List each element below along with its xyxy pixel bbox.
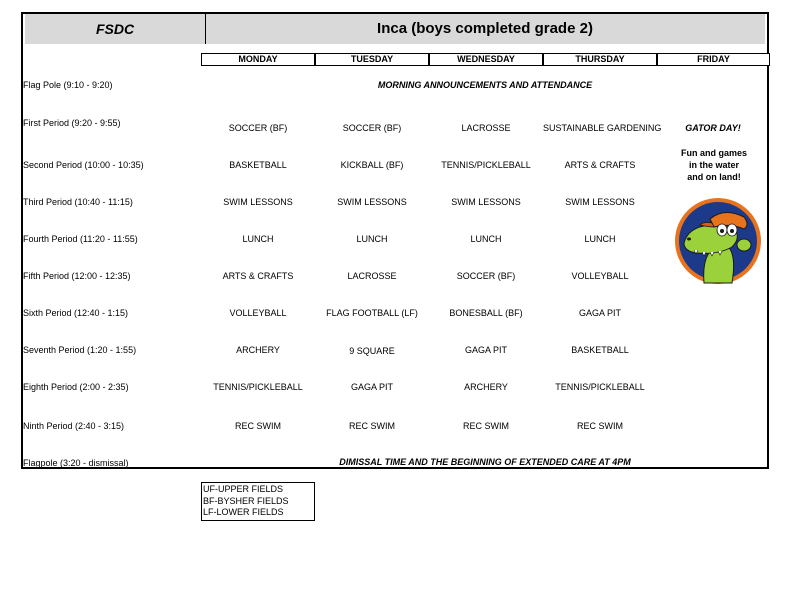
activity-cell: BASKETBALL: [229, 160, 287, 170]
morning-banner: MORNING ANNOUNCEMENTS AND ATTENDANCE: [377, 80, 593, 90]
legend-item: BF-BYSHER FIELDS: [203, 495, 289, 506]
activity-cell: ARTS & CRAFTS: [222, 271, 294, 281]
legend-item: UF-UPPER FIELDS: [203, 484, 284, 494]
activity-cell: KICKBALL (BF): [340, 160, 404, 170]
friday-title: GATOR DAY!: [685, 123, 741, 133]
activity-cell: REC SWIM: [577, 421, 623, 431]
friday-note-line: and on land!: [687, 172, 741, 182]
dismissal-banner: DIMISSAL TIME AND THE BEGINNING OF EXTENDED CARE AT 4PM: [339, 457, 631, 467]
activity-cell: SWIM LESSONS: [451, 197, 521, 207]
friday-note: [672, 147, 756, 183]
period-label: Fourth Period (11:20 - 11:55): [23, 234, 138, 244]
activity-cell: SWIM LESSONS: [337, 197, 407, 207]
activity-cell: LUNCH: [242, 234, 274, 244]
period-label: Third Period (10:40 - 11:15): [23, 197, 133, 207]
activity-cell: LUNCH: [356, 234, 388, 244]
activity-cell: SUSTAINABLE GARDENING: [543, 123, 662, 133]
activity-cell: SOCCER (BF): [228, 123, 288, 133]
activity-cell: BASKETBALL: [571, 345, 629, 355]
period-label: Ninth Period (2:40 - 3:15): [23, 421, 125, 431]
day-header-wednesday: WEDNESDAY: [429, 53, 543, 66]
legend-item: LF-LOWER FIELDS: [203, 507, 284, 517]
activity-cell: LUNCH: [584, 234, 616, 244]
day-header-thursday: THURSDAY: [543, 53, 657, 66]
period-label: Flagpole (3:20 - dismissal): [23, 458, 129, 468]
period-label: Flag Pole (9:10 - 9:20): [23, 80, 113, 90]
activity-cell: GAGA PIT: [350, 382, 393, 392]
friday-note-line: in the water: [688, 160, 739, 170]
activity-cell: VOLLEYBALL: [229, 308, 287, 318]
activity-cell: SWIM LESSONS: [565, 197, 635, 207]
activity-cell: ARCHERY: [464, 382, 508, 392]
field-legend: [201, 482, 315, 521]
period-label: Eighth Period (2:00 - 2:35): [23, 382, 129, 392]
activity-cell: GAGA PIT: [464, 345, 507, 355]
activity-cell: REC SWIM: [235, 421, 281, 431]
activity-cell: TENNIS/PICKLEBALL: [555, 382, 645, 392]
activity-cell: LACROSSE: [461, 123, 511, 133]
activity-cell: VOLLEYBALL: [571, 271, 629, 281]
period-label: First Period (9:20 - 9:55): [23, 118, 121, 128]
friday-note-line: Fun and games: [680, 148, 747, 158]
activity-cell: 9 SQUARE: [349, 346, 395, 356]
activity-cell: TENNIS/PICKLEBALL: [213, 382, 303, 392]
gator-mascot-icon: [674, 197, 762, 285]
activity-cell: FLAG FOOTBALL (LF): [326, 308, 418, 318]
period-label: Fifth Period (12:00 - 12:35): [23, 271, 131, 281]
brand-label: FSDC: [95, 21, 135, 37]
activity-cell: REC SWIM: [349, 421, 395, 431]
activity-cell: SOCCER (BF): [456, 271, 516, 281]
activity-cell: SWIM LESSONS: [223, 197, 293, 207]
activity-cell: BONESBALL (BF): [449, 308, 523, 318]
page-title: Inca (boys completed grade 2): [377, 20, 593, 37]
activity-cell: LUNCH: [470, 234, 502, 244]
period-label: Second Period (10:00 - 10:35): [23, 160, 144, 170]
period-label: Sixth Period (12:40 - 1:15): [23, 308, 129, 318]
period-label: Seventh Period (1:20 - 1:55): [23, 345, 137, 355]
activity-cell: ARCHERY: [236, 345, 280, 355]
activity-cell: GAGA PIT: [578, 308, 621, 318]
activity-cell: ARTS & CRAFTS: [564, 160, 636, 170]
header-bar: [25, 14, 765, 44]
day-header-tuesday: TUESDAY: [315, 53, 429, 66]
activity-cell: LACROSSE: [347, 271, 397, 281]
day-header-friday: FRIDAY: [657, 53, 770, 66]
day-header-monday: MONDAY: [201, 53, 315, 66]
activity-cell: SOCCER (BF): [342, 123, 402, 133]
activity-cell: REC SWIM: [463, 421, 509, 431]
activity-cell: TENNIS/PICKLEBALL: [441, 160, 531, 170]
